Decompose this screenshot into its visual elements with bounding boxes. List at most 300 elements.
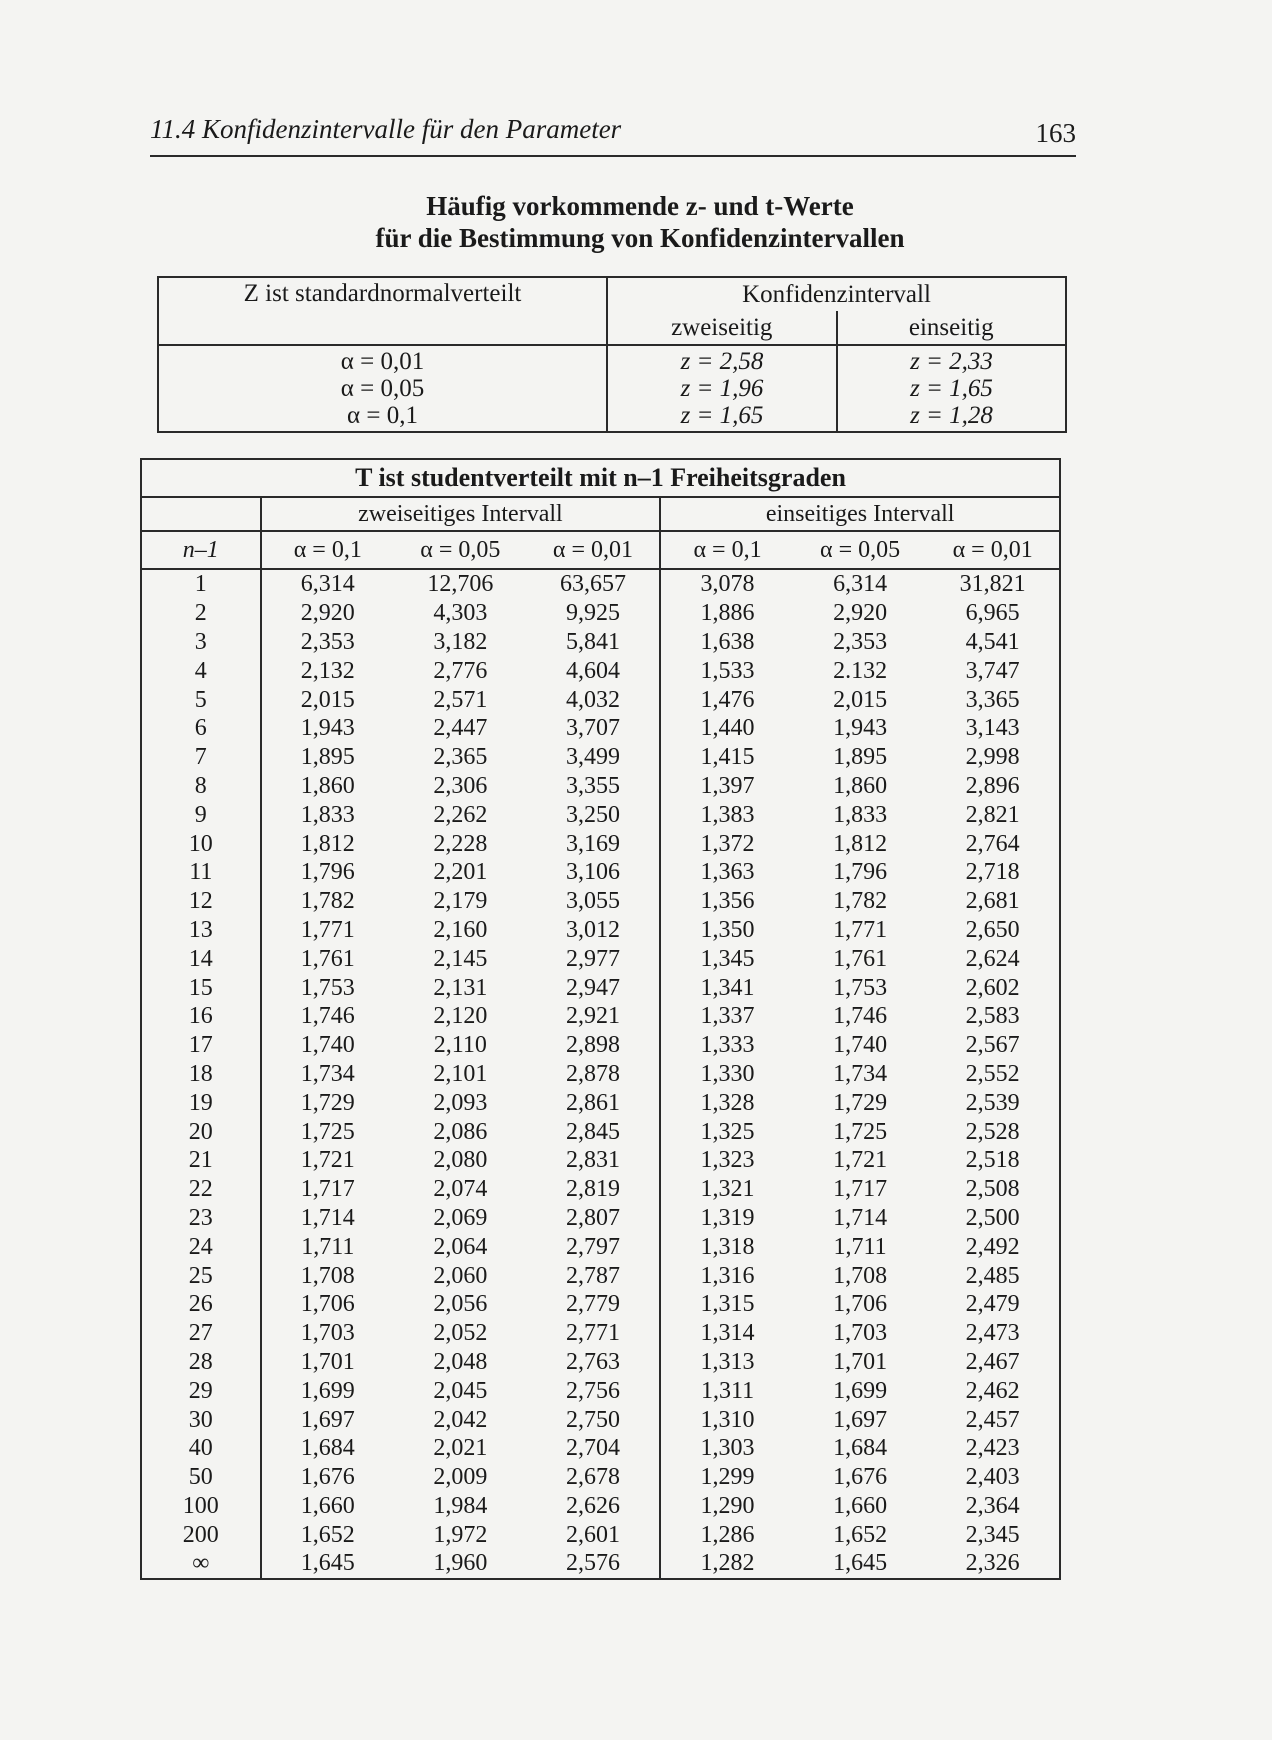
t-table-row (141, 800, 1060, 829)
t-value-cell: 2,977 (527, 944, 661, 973)
z-table-right-header (607, 277, 1066, 345)
n-minus-1-header: n–1 (141, 531, 261, 569)
t-value-cell: 2,093 (433, 1089, 488, 1116)
t-value-cell: 1,303 (700, 1435, 755, 1462)
z-two-sided-cell: z = 2,58 (680, 348, 764, 375)
t-value-cell: 1,323 (700, 1147, 755, 1174)
t-value-cell: 1,734 (833, 1060, 888, 1087)
degrees-of-freedom-cell: 17 (141, 1031, 261, 1060)
t-value-cell: 2,650 (965, 916, 1020, 943)
t-value-cell: 2,508 (965, 1176, 1020, 1203)
t-value-cell: 1,771 (833, 916, 888, 943)
t-value-cell: 2,064 (433, 1233, 488, 1260)
t-value-cell: 1,684 (300, 1435, 355, 1462)
t-value-cell: 2,060 (433, 1262, 488, 1289)
t-value-cell: 1,960 (433, 1550, 488, 1577)
z-one-sided-cell: z = 1,65 (910, 375, 993, 402)
degrees-of-freedom-cell: 8 (141, 772, 261, 801)
t-table-row (141, 1060, 1060, 1089)
degrees-of-freedom-cell: 7 (141, 743, 261, 772)
t-value-cell: 3,106 (527, 858, 661, 887)
t-table-row (141, 1463, 1060, 1492)
degrees-of-freedom-cell: 16 (141, 1002, 261, 1031)
t-value-cell: 1,319 (700, 1204, 755, 1231)
t-value-cell: 2,145 (433, 945, 488, 972)
running-header (150, 110, 1076, 157)
t-value-cell: 1,725 (300, 1118, 355, 1145)
t-value-cell: 12,706 (427, 571, 494, 598)
t-value-cell: 1,721 (833, 1147, 888, 1174)
t-value-cell: 3,169 (527, 829, 661, 858)
t-value-cell: 2,626 (527, 1492, 661, 1521)
t-value-cell: 1,721 (300, 1147, 355, 1174)
t-value-cell: 2,364 (965, 1492, 1020, 1519)
degrees-of-freedom-cell: 22 (141, 1175, 261, 1204)
z-one-sided-column (837, 345, 1066, 432)
t-value-cell: 2,787 (527, 1261, 661, 1290)
t-table-row (141, 1376, 1060, 1405)
z-table-body-row (158, 345, 1066, 432)
t-value-cell: 1,313 (700, 1348, 755, 1375)
z-value-table (157, 276, 1067, 433)
t-value-cell: 3,707 (527, 714, 661, 743)
alpha-header-cell: α = 0,05 (794, 531, 927, 569)
t-value-cell: 1,729 (300, 1089, 355, 1116)
degrees-of-freedom-cell: 20 (141, 1117, 261, 1146)
t-value-cell: 1,316 (700, 1262, 755, 1289)
t-value-cell: 2,704 (527, 1434, 661, 1463)
t-table-row (141, 569, 1060, 599)
t-value-cell: 1,684 (833, 1435, 888, 1462)
t-value-cell: 1,833 (833, 801, 888, 828)
table-title-line-1: Häufig vorkommende z- und t-Werte (426, 191, 854, 221)
t-value-cell: 2,763 (527, 1348, 661, 1377)
alpha-header-cell: α = 0,01 (926, 531, 1060, 569)
degrees-of-freedom-cell: 200 (141, 1520, 261, 1549)
t-value-cell: 2,479 (965, 1291, 1020, 1318)
t-value-cell: 1,676 (300, 1464, 355, 1491)
t-value-cell: 2,069 (433, 1204, 488, 1231)
degrees-of-freedom-cell: 100 (141, 1492, 261, 1521)
t-value-cell: 3,250 (527, 800, 661, 829)
t-table-row (141, 1088, 1060, 1117)
t-value-cell: 1,660 (300, 1492, 355, 1519)
t-value-cell: 1,337 (700, 1003, 755, 1030)
t-value-cell: 1,703 (300, 1320, 355, 1347)
degrees-of-freedom-cell: 9 (141, 800, 261, 829)
t-value-cell: 2,365 (433, 744, 488, 771)
t-table-row (141, 944, 1060, 973)
t-value-cell: 1,782 (833, 888, 888, 915)
t-table-row (141, 1175, 1060, 1204)
t-value-cell: 2,201 (433, 859, 488, 886)
t-value-cell: 2,681 (965, 888, 1020, 915)
t-value-cell: 31,821 (959, 571, 1026, 598)
degrees-of-freedom-cell: 2 (141, 599, 261, 628)
t-value-cell: 1,328 (700, 1089, 755, 1116)
t-value-cell: 2,518 (965, 1147, 1020, 1174)
page-number: 163 (1035, 118, 1076, 148)
t-table-row (141, 1405, 1060, 1434)
t-value-cell: 3,055 (527, 887, 661, 916)
t-value-cell: 1,753 (833, 974, 888, 1001)
t-table-row (141, 714, 1060, 743)
t-value-cell: 1,372 (700, 830, 755, 857)
t-value-cell: 6,965 (965, 600, 1020, 627)
t-value-cell: 1,299 (700, 1464, 755, 1491)
t-value-cell: 2,528 (965, 1118, 1020, 1145)
t-value-cell: 1,943 (300, 715, 355, 742)
running-title: 11.4 Konfidenzintervalle für den Parameter (150, 114, 622, 144)
t-table-corner (141, 497, 261, 531)
t-value-cell: 1,711 (301, 1233, 355, 1260)
t-value-cell: 2,056 (433, 1291, 488, 1318)
t-table-row (141, 829, 1060, 858)
t-table-row (141, 1031, 1060, 1060)
t-value-cell: 2,485 (965, 1262, 1020, 1289)
t-value-cell: 2,262 (433, 801, 488, 828)
alpha-header-cell: α = 0,1 (660, 531, 794, 569)
t-table-alpha-row (141, 531, 1060, 569)
t-value-cell: 1,740 (300, 1032, 355, 1059)
t-value-cell: 2,179 (433, 888, 488, 915)
t-value-cell: 1,286 (700, 1521, 755, 1548)
t-value-cell: 3,182 (433, 628, 488, 655)
t-value-cell: 2,776 (433, 657, 488, 684)
t-value-cell: 1,895 (833, 744, 888, 771)
t-table-row (141, 1520, 1060, 1549)
t-value-cell: 1,660 (833, 1492, 888, 1519)
t-value-cell: 1,860 (300, 772, 355, 799)
t-value-cell: 1,984 (433, 1492, 488, 1519)
t-value-cell: 3,355 (527, 772, 661, 801)
degrees-of-freedom-cell: 30 (141, 1405, 261, 1434)
degrees-of-freedom-cell: 50 (141, 1463, 261, 1492)
t-value-cell: 3,365 (965, 686, 1020, 713)
t-value-cell: 2,571 (433, 686, 488, 713)
degrees-of-freedom-cell: 14 (141, 944, 261, 973)
t-value-cell: 1,860 (833, 772, 888, 799)
t-value-cell: 2,552 (965, 1060, 1020, 1087)
t-value-cell: 1,333 (700, 1032, 755, 1059)
t-value-cell: 1,321 (700, 1176, 755, 1203)
t-table-row (141, 1002, 1060, 1031)
t-value-cell: 4,541 (965, 628, 1020, 655)
t-value-cell: 1,314 (700, 1320, 755, 1347)
t-value-cell: 2,624 (965, 945, 1020, 972)
degrees-of-freedom-cell: 24 (141, 1232, 261, 1261)
z-alpha-cell: α = 0,1 (347, 402, 418, 429)
z-two-sided-cell: z = 1,65 (680, 402, 764, 429)
t-value-cell: 1,318 (700, 1233, 755, 1260)
t-value-cell: 2,500 (965, 1204, 1020, 1231)
t-value-cell: 2,947 (527, 973, 661, 1002)
degrees-of-freedom-cell: 40 (141, 1434, 261, 1463)
t-value-cell: 2,052 (433, 1320, 488, 1347)
t-value-cell: 2,345 (965, 1521, 1020, 1548)
t-value-cell: 1,290 (700, 1492, 755, 1519)
t-value-cell: 1,345 (700, 945, 755, 972)
t-value-cell: 3,747 (965, 657, 1020, 684)
t-table-row (141, 685, 1060, 714)
t-value-cell: 2,771 (527, 1319, 661, 1348)
t-value-cell: 1,771 (300, 916, 355, 943)
degrees-of-freedom-cell: 1 (141, 569, 261, 599)
z-alpha-column (158, 345, 607, 432)
t-value-cell: 2,898 (527, 1031, 661, 1060)
t-value-cell: 1,746 (833, 1003, 888, 1030)
t-value-cell: 1,697 (833, 1406, 888, 1433)
alpha-header-cell: α = 0,05 (394, 531, 527, 569)
t-value-cell: 1,782 (300, 888, 355, 915)
t-value-cell: 2,326 (965, 1550, 1020, 1577)
t-value-cell: 2,576 (527, 1549, 661, 1579)
t-value-cell: 1,282 (700, 1550, 755, 1577)
t-value-cell: 1,895 (300, 744, 355, 771)
alpha-header-cell: α = 0,1 (261, 531, 395, 569)
t-table-row (141, 1146, 1060, 1175)
t-value-cell: 2,462 (965, 1377, 1020, 1404)
t-value-cell: 2,101 (433, 1060, 488, 1087)
t-table-caption: T ist studentverteilt mit n–1 Freiheitsgraden (141, 459, 1060, 497)
confidence-interval-header: Konfidenzintervall (742, 281, 931, 308)
degrees-of-freedom-cell: 29 (141, 1376, 261, 1405)
t-value-cell: 2,998 (965, 744, 1020, 771)
t-value-cell: 2,601 (527, 1520, 661, 1549)
degrees-of-freedom-cell: 4 (141, 656, 261, 685)
t-value-cell: 1,383 (700, 801, 755, 828)
t-value-cell: 2,045 (433, 1377, 488, 1404)
t-value-cell: 3,078 (700, 571, 755, 598)
t-value-cell: 1,315 (700, 1291, 755, 1318)
t-value-cell: 1,746 (300, 1003, 355, 1030)
z-table-left-header: Z ist standardnormalverteilt (158, 277, 607, 345)
t-value-cell: 1,706 (300, 1291, 355, 1318)
table-title (260, 190, 1020, 254)
t-value-cell: 1,714 (833, 1204, 888, 1231)
degrees-of-freedom-cell: 6 (141, 714, 261, 743)
t-value-cell: 2,132 (300, 657, 355, 684)
degrees-of-freedom-cell: 23 (141, 1204, 261, 1233)
t-value-cell: 1,812 (833, 830, 888, 857)
degrees-of-freedom-cell: 11 (141, 858, 261, 887)
t-value-cell: 2,920 (300, 600, 355, 627)
t-value-cell: 1,330 (700, 1060, 755, 1087)
t-value-cell: 2,678 (527, 1463, 661, 1492)
t-value-cell: 2,831 (527, 1146, 661, 1175)
t-table-row (141, 916, 1060, 945)
t-value-cell: 1,740 (833, 1032, 888, 1059)
t-table-row (141, 1549, 1060, 1579)
t-value-cell: 1,415 (700, 744, 755, 771)
t-value-cell: 1,310 (700, 1406, 755, 1433)
t-value-cell: 2,306 (433, 772, 488, 799)
t-table-caption-row (141, 459, 1060, 497)
t-value-cell: 2,403 (965, 1464, 1020, 1491)
t-value-cell: 2,797 (527, 1232, 661, 1261)
t-value-cell: 1,706 (833, 1291, 888, 1318)
z-two-sided-cell: z = 1,96 (680, 375, 764, 402)
t-value-cell: 4,032 (527, 685, 661, 714)
t-value-cell: 2,821 (965, 801, 1020, 828)
t-value-cell: 1,638 (700, 628, 755, 655)
t-value-cell: 1,350 (700, 916, 755, 943)
t-value-cell: 2,718 (965, 859, 1020, 886)
t-value-cell: 1,440 (700, 715, 755, 742)
t-value-cell: 2,447 (433, 715, 488, 742)
t-value-cell: 1,761 (300, 945, 355, 972)
t-value-cell: 4,604 (527, 656, 661, 685)
degrees-of-freedom-cell: 28 (141, 1348, 261, 1377)
degrees-of-freedom-cell: 18 (141, 1060, 261, 1089)
t-table-row (141, 1261, 1060, 1290)
t-value-cell: 1,476 (700, 686, 755, 713)
t-value-cell: 63,657 (527, 569, 661, 599)
t-table-row (141, 628, 1060, 657)
t-value-cell: 2,539 (965, 1089, 1020, 1116)
t-value-cell: 2,756 (527, 1376, 661, 1405)
t-value-cell: 2,015 (833, 686, 888, 713)
t-table-row (141, 858, 1060, 887)
degrees-of-freedom-cell: 21 (141, 1146, 261, 1175)
degrees-of-freedom-cell: 26 (141, 1290, 261, 1319)
t-table-row (141, 1434, 1060, 1463)
t-value-cell: 9,925 (527, 599, 661, 628)
table-title-line-2: für die Bestimmung von Konfidenzintervallen (375, 223, 905, 253)
t-value-cell: 1,341 (700, 974, 755, 1001)
t-value-cell: 2,807 (527, 1204, 661, 1233)
z-two-sided-column (607, 345, 837, 432)
degrees-of-freedom-cell: 15 (141, 973, 261, 1002)
t-value-cell: 1,699 (300, 1377, 355, 1404)
t-value-cell: 1,645 (300, 1550, 355, 1577)
t-value-cell: 5,841 (527, 628, 661, 657)
t-value-cell: 2,896 (965, 772, 1020, 799)
t-value-cell: 1,397 (700, 772, 755, 799)
t-value-cell: 2,861 (527, 1088, 661, 1117)
t-value-cell: 1,886 (700, 600, 755, 627)
two-sided-interval-header: zweiseitiges Intervall (261, 497, 661, 531)
degrees-of-freedom-cell: 12 (141, 887, 261, 916)
t-value-cell: 2,120 (433, 1003, 488, 1030)
t-value-cell: 1,734 (300, 1060, 355, 1087)
t-value-cell: 1,717 (300, 1176, 355, 1203)
t-value-cell: 2,015 (300, 686, 355, 713)
t-table-row (141, 1117, 1060, 1146)
t-value-cell: 1,699 (833, 1377, 888, 1404)
t-value-cell: 1,676 (833, 1464, 888, 1491)
t-table-row (141, 1290, 1060, 1319)
t-value-cell: 2,423 (965, 1435, 1020, 1462)
t-table-row (141, 599, 1060, 628)
t-value-table (140, 458, 1061, 1580)
t-value-cell: 2,819 (527, 1175, 661, 1204)
t-value-cell: 1,652 (300, 1521, 355, 1548)
t-value-cell: 2,920 (833, 600, 888, 627)
t-value-cell: 3,012 (527, 916, 661, 945)
t-table-row (141, 1348, 1060, 1377)
t-value-cell: 1,714 (300, 1204, 355, 1231)
t-value-cell: 1,697 (300, 1406, 355, 1433)
t-value-cell: 2,048 (433, 1348, 488, 1375)
t-value-cell: 2,080 (433, 1147, 488, 1174)
degrees-of-freedom-cell: ∞ (141, 1549, 261, 1579)
t-table-row (141, 1204, 1060, 1233)
t-value-cell: 1,761 (833, 945, 888, 972)
t-value-cell: 2,845 (527, 1117, 661, 1146)
t-table-row (141, 887, 1060, 916)
t-value-cell: 2,492 (965, 1233, 1020, 1260)
degrees-of-freedom-cell: 27 (141, 1319, 261, 1348)
t-value-cell: 1,972 (433, 1521, 488, 1548)
t-value-cell: 4,303 (433, 600, 488, 627)
degrees-of-freedom-cell: 5 (141, 685, 261, 714)
t-value-cell: 1,725 (833, 1118, 888, 1145)
t-value-cell: 2.132 (833, 657, 888, 684)
two-sided-header: zweiseitig (608, 311, 838, 344)
t-table-row (141, 656, 1060, 685)
t-value-cell: 1,708 (833, 1262, 888, 1289)
t-value-cell: 3,499 (527, 743, 661, 772)
t-value-cell: 1,363 (700, 859, 755, 886)
t-value-cell: 2,473 (965, 1320, 1020, 1347)
t-value-cell: 2,131 (433, 974, 488, 1001)
degrees-of-freedom-cell: 10 (141, 829, 261, 858)
t-value-cell: 1,729 (833, 1089, 888, 1116)
t-value-cell: 1,812 (300, 830, 355, 857)
t-value-cell: 6,314 (833, 571, 888, 598)
t-value-cell: 1,356 (700, 888, 755, 915)
one-sided-interval-header: einseitiges Intervall (660, 497, 1060, 531)
t-table-row (141, 1492, 1060, 1521)
t-value-cell: 2,567 (965, 1032, 1020, 1059)
t-value-cell: 2,602 (965, 974, 1020, 1001)
t-value-cell: 1,701 (300, 1348, 355, 1375)
t-value-cell: 2,779 (527, 1290, 661, 1319)
t-value-cell: 2,353 (833, 628, 888, 655)
t-table-row (141, 973, 1060, 1002)
t-value-cell: 2,750 (527, 1405, 661, 1434)
t-value-cell: 2,110 (433, 1032, 487, 1059)
t-value-cell: 6,314 (300, 571, 355, 598)
t-table-row (141, 1319, 1060, 1348)
t-value-cell: 2,228 (433, 830, 488, 857)
t-value-cell: 1,533 (700, 657, 755, 684)
t-value-cell: 2,021 (433, 1435, 488, 1462)
z-alpha-cell: α = 0,01 (340, 348, 425, 375)
t-value-cell: 1,753 (300, 974, 355, 1001)
t-value-cell: 2,160 (433, 916, 488, 943)
alpha-header-cell: α = 0,01 (527, 531, 661, 569)
t-value-cell: 1,645 (833, 1550, 888, 1577)
t-value-cell: 2,583 (965, 1003, 1020, 1030)
t-value-cell: 1,717 (833, 1176, 888, 1203)
t-value-cell: 2,042 (433, 1406, 488, 1433)
t-value-cell: 2,074 (433, 1176, 488, 1203)
z-table-header-row (158, 277, 1066, 345)
t-value-cell: 2,921 (527, 1002, 661, 1031)
one-sided-header: einseitig (908, 314, 994, 341)
t-value-cell: 1,796 (833, 859, 888, 886)
t-value-cell: 2,764 (965, 830, 1020, 857)
t-value-cell: 2,457 (965, 1406, 1020, 1433)
t-value-cell: 3,143 (965, 715, 1020, 742)
t-value-cell: 1,325 (700, 1118, 755, 1145)
t-value-cell: 1,711 (833, 1233, 887, 1260)
t-table-row (141, 743, 1060, 772)
degrees-of-freedom-cell: 13 (141, 916, 261, 945)
t-value-cell: 2,009 (433, 1464, 488, 1491)
